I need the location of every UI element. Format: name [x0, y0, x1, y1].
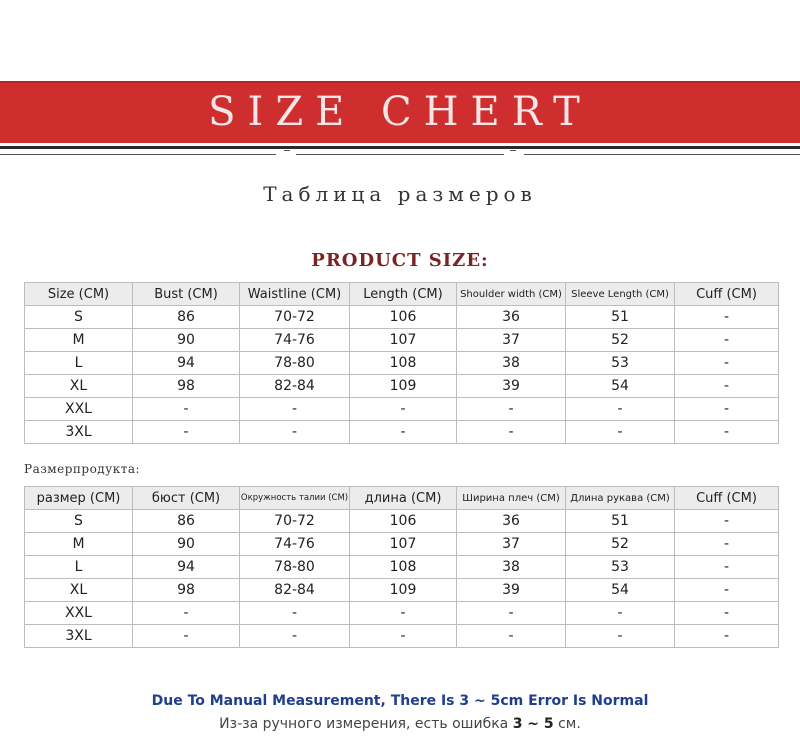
measurement-note-russian [0, 716, 800, 732]
header-cuff: Cuff (CM) [675, 283, 779, 306]
table-cell: 39 [457, 579, 566, 602]
table-cell: 86 [133, 306, 240, 329]
table-cell: - [675, 306, 779, 329]
header-length: длина (CM) [350, 487, 457, 510]
table-cell: 78-80 [240, 556, 350, 579]
table-cell: - [457, 625, 566, 648]
table-cell: 86 [133, 510, 240, 533]
table-cell: - [566, 421, 675, 444]
table-cell: - [350, 602, 457, 625]
header-shoulder-width: Ширина плеч (CM) [457, 487, 566, 510]
divider-thin-middle [296, 154, 504, 155]
table-cell: 90 [133, 533, 240, 556]
divider-thick [0, 146, 800, 149]
banner-title: SIZE CHERT [208, 89, 592, 135]
table-cell: - [675, 375, 779, 398]
page-subtitle: Таблица размеров [263, 182, 537, 206]
table-cell: - [675, 329, 779, 352]
table-cell: 3XL [25, 421, 133, 444]
table-cell: - [675, 533, 779, 556]
table-cell: 98 [133, 375, 240, 398]
table-cell: - [240, 602, 350, 625]
divider-thin-right [524, 154, 800, 155]
table-cell: - [240, 625, 350, 648]
divider-thin-left [0, 154, 276, 155]
table-row [25, 510, 779, 533]
table-cell: XXL [25, 398, 133, 421]
table-cell: 78-80 [240, 352, 350, 375]
table-cell: 52 [566, 329, 675, 352]
table-row [25, 533, 779, 556]
table-cell: - [675, 602, 779, 625]
note-ru-suffix: см. [553, 716, 581, 732]
table-cell: 106 [350, 510, 457, 533]
table-cell: 51 [566, 510, 675, 533]
table-row [25, 306, 779, 329]
table-cell: 54 [566, 375, 675, 398]
table-cell: M [25, 329, 133, 352]
table-cell: 39 [457, 375, 566, 398]
table-cell: 98 [133, 579, 240, 602]
table-cell: 106 [350, 306, 457, 329]
table-row [25, 375, 779, 398]
table-cell: - [675, 352, 779, 375]
table-row [25, 602, 779, 625]
table-cell: - [566, 625, 675, 648]
divider-tick [510, 150, 516, 151]
table-cell: XXL [25, 602, 133, 625]
table-cell: 3XL [25, 625, 133, 648]
table-cell: - [240, 421, 350, 444]
table-cell: - [133, 398, 240, 421]
table-cell: - [240, 398, 350, 421]
table-cell: 94 [133, 352, 240, 375]
header-bust: Bust (CM) [133, 283, 240, 306]
table-cell: 94 [133, 556, 240, 579]
table-cell: 70-72 [240, 510, 350, 533]
size-table-english [24, 282, 779, 444]
header-size: Size (CM) [25, 283, 133, 306]
product-size-heading: PRODUCT SIZE: [311, 250, 489, 271]
table-header-row [25, 283, 779, 306]
table-cell: 82-84 [240, 579, 350, 602]
table-cell: 108 [350, 556, 457, 579]
table-cell: S [25, 306, 133, 329]
table-cell: 53 [566, 352, 675, 375]
table-cell: - [675, 421, 779, 444]
table-cell: - [350, 398, 457, 421]
title-banner [0, 81, 800, 143]
table-cell: S [25, 510, 133, 533]
table-row [25, 398, 779, 421]
table-row [25, 329, 779, 352]
table-cell: 107 [350, 533, 457, 556]
divider-tick [284, 150, 290, 151]
table-cell: 36 [457, 510, 566, 533]
table-cell: M [25, 533, 133, 556]
russian-product-size-caption: Размерпродукта: [24, 462, 141, 476]
table-cell: - [675, 556, 779, 579]
header-shoulder-width: Shoulder width (CM) [457, 283, 566, 306]
table-cell: 37 [457, 533, 566, 556]
table-cell: - [566, 398, 675, 421]
table-cell: - [350, 625, 457, 648]
header-sleeve-length: Длина рукава (CM) [566, 487, 675, 510]
table-cell: L [25, 556, 133, 579]
table-cell: 51 [566, 306, 675, 329]
table-cell: - [675, 625, 779, 648]
table-cell: 36 [457, 306, 566, 329]
header-waistline: Waistline (CM) [240, 283, 350, 306]
header-cuff: Cuff (CM) [675, 487, 779, 510]
table-cell: 108 [350, 352, 457, 375]
table-cell: - [457, 421, 566, 444]
table-cell: 109 [350, 375, 457, 398]
table-cell: 74-76 [240, 329, 350, 352]
header-bust: бюст (CM) [133, 487, 240, 510]
header-length: Length (CM) [350, 283, 457, 306]
table-cell: - [350, 421, 457, 444]
table-cell: 90 [133, 329, 240, 352]
table-cell: 70-72 [240, 306, 350, 329]
table-cell: 52 [566, 533, 675, 556]
table-cell: 74-76 [240, 533, 350, 556]
note-ru-prefix: Из-за ручного измерения, есть ошибка [219, 716, 513, 732]
table-cell: - [457, 602, 566, 625]
table-cell: L [25, 352, 133, 375]
table-row [25, 625, 779, 648]
table-cell: 53 [566, 556, 675, 579]
table-header-row [25, 487, 779, 510]
note-ru-range: 3 ~ 5 [512, 716, 554, 732]
header-size: размер (CM) [25, 487, 133, 510]
table-cell: 82-84 [240, 375, 350, 398]
table-row [25, 556, 779, 579]
table-cell: - [133, 602, 240, 625]
header-sleeve-length: Sleeve Length (CM) [566, 283, 675, 306]
size-table-russian [24, 486, 779, 648]
table-cell: - [675, 398, 779, 421]
table-cell: - [133, 421, 240, 444]
table-row [25, 579, 779, 602]
table-cell: 107 [350, 329, 457, 352]
table-row [25, 421, 779, 444]
table-cell: - [566, 602, 675, 625]
table-cell: - [457, 398, 566, 421]
table-cell: 37 [457, 329, 566, 352]
measurement-note-english: Due To Manual Measurement, There Is 3 ~ 5cm Error Is Normal [151, 693, 649, 709]
table-cell: 38 [457, 352, 566, 375]
table-cell: - [675, 510, 779, 533]
table-cell: XL [25, 375, 133, 398]
table-cell: 54 [566, 579, 675, 602]
table-cell: 109 [350, 579, 457, 602]
table-cell: XL [25, 579, 133, 602]
table-cell: - [675, 579, 779, 602]
table-cell: 38 [457, 556, 566, 579]
header-waistline: Окружность талии (CM) [240, 487, 350, 510]
table-row [25, 352, 779, 375]
table-cell: - [133, 625, 240, 648]
